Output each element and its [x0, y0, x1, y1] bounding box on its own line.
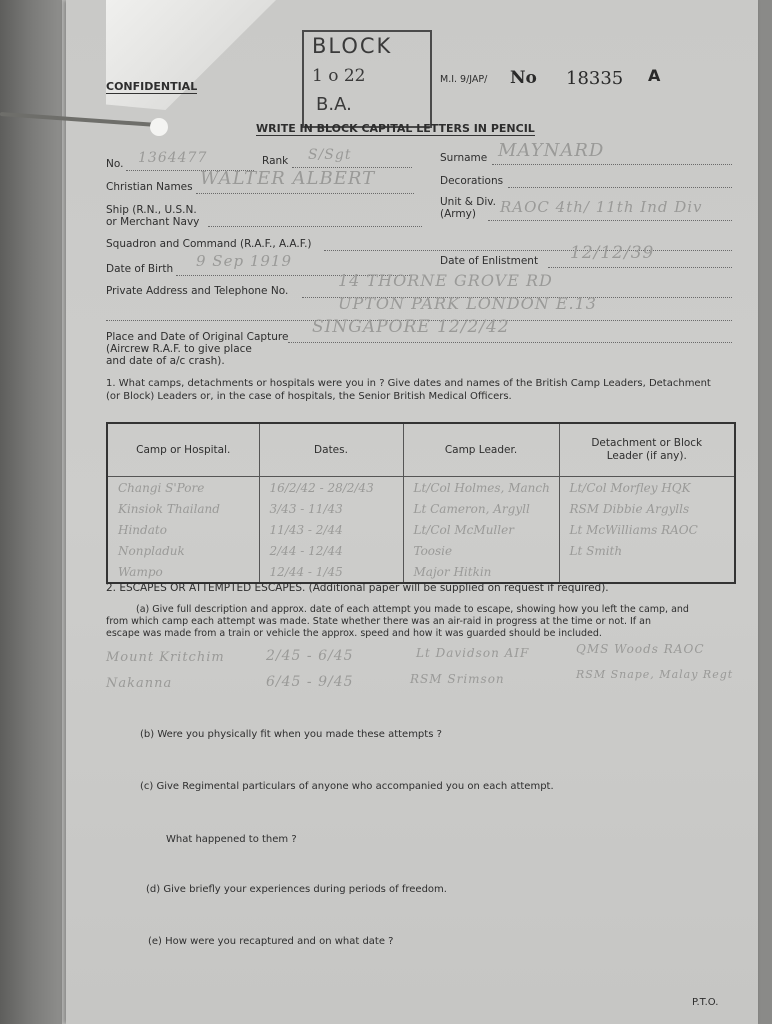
table-cell: Lt Smith	[559, 540, 735, 561]
camps-table-body	[107, 477, 735, 584]
table-row	[107, 519, 735, 540]
q2e-text: (e) How were you recaptured and on what date ?	[148, 936, 394, 947]
table-cell: Kinsiok Thailand	[107, 498, 259, 519]
address-value-1: 14 THORNE GROVE RD	[338, 271, 553, 290]
number-label: No	[510, 68, 537, 88]
document-page	[66, 0, 758, 1024]
rank-label: Rank	[262, 155, 289, 167]
table-cell: Lt Cameron, Argyll	[403, 498, 559, 519]
table-cell: Wampo	[107, 561, 259, 583]
table-row	[107, 498, 735, 519]
enlistment-value: 12/12/39	[570, 243, 655, 263]
q2-title: 2. ESCAPES OR ATTEMPTED ESCAPES. (Additional paper will be supplied on request if required).	[106, 582, 609, 594]
camps-table	[106, 422, 736, 584]
table-cell: Lt/Col McMuller	[403, 519, 559, 540]
ship-label-1: Ship (R.N., U.S.N.	[106, 204, 197, 216]
q1-text-line-1: 1. What camps, detachments or hospitals were you in ? Give dates and names of the British Camp Leaders, Detachment	[106, 378, 711, 389]
escape-entry-leader-1: Lt Davidson AIF	[416, 646, 530, 660]
unit-line	[488, 220, 732, 221]
decorations-label: Decorations	[440, 175, 504, 187]
ship-label-2: or Merchant Navy	[106, 216, 200, 228]
unit-value: RAOC 4th/ 11th Ind Div	[500, 198, 703, 216]
q2c-text: (c) Give Regimental particulars of anyone who accompanied you on each attempt.	[140, 781, 554, 792]
table-cell: Hindato	[107, 519, 259, 540]
table-header: Dates.	[259, 423, 403, 477]
enlistment-label: Date of Enlistment	[440, 255, 539, 267]
unit-label-2: (Army)	[440, 208, 476, 220]
q2c-sub-text: What happened to them ?	[166, 834, 297, 845]
surname-value: MAYNARD	[498, 140, 605, 161]
decorations-line	[508, 187, 732, 188]
q1-text-line-2: (or Block) Leaders or, in the case of hospitals, the Senior British Medical Officers.	[106, 391, 512, 402]
table-cell: Nonpladuk	[107, 540, 259, 561]
no-value: 1364477	[138, 150, 208, 166]
address-label: Private Address and Telephone No.	[106, 285, 289, 297]
q2a-line-3: escape was made from a train or vehicle the approx. speed and how it was guarded should be included.	[106, 628, 602, 639]
christian-names-label: Christian Names	[106, 181, 193, 193]
stamp-line-1: BLOCK	[312, 34, 393, 58]
block-stamp	[302, 30, 432, 128]
table-row	[107, 540, 735, 561]
christian-names-line	[196, 193, 414, 194]
mi-reference: M.I. 9/JAP/	[440, 74, 488, 85]
table-header: Camp or Hospital.	[107, 423, 259, 477]
escape-entry-place-1: Mount Kritchim	[106, 650, 225, 665]
escape-entry-leader-2: RSM Srimson	[410, 672, 505, 686]
document-number: 18335	[566, 68, 624, 89]
stamp-line-2: 1 o 22	[312, 66, 366, 86]
table-cell: Lt/Col Morfley HQK	[559, 477, 735, 499]
rank-value: S/Sgt	[308, 147, 352, 163]
q2a-line-2: from which camp each attempt was made. State whether there was an air-raid in progress at the time or not. If an	[106, 616, 652, 627]
pto-label: P.T.O.	[692, 997, 719, 1008]
christian-names-value: WALTER ALBERT	[200, 168, 376, 189]
capture-value: SINGAPORE 12/2/42	[312, 317, 510, 337]
capture-label-2: (Aircrew R.A.F. to give place	[106, 343, 252, 355]
address-value-2: UPTON PARK LONDON E.13	[338, 294, 597, 313]
dob-label: Date of Birth	[106, 263, 174, 275]
escape-entry-date-1: 2/45 - 6/45	[266, 648, 354, 664]
table-cell: 2/44 - 12/44	[259, 540, 403, 561]
squadron-label: Squadron and Command (R.A.F., A.A.F.)	[106, 238, 312, 250]
escape-entry-detachment-1: QMS Woods RAOC	[576, 642, 705, 656]
capture-line	[288, 342, 732, 343]
table-header: Detachment or Block Leader (if any).	[559, 423, 735, 477]
stamp-line-3: B.A.	[316, 94, 352, 115]
instruction-heading: WRITE IN BLOCK CAPITAL LETTERS IN PENCIL	[256, 122, 535, 135]
table-cell: Toosie	[403, 540, 559, 561]
enlistment-line	[548, 267, 732, 268]
surname-label: Surname	[440, 152, 488, 164]
table-row	[107, 561, 735, 583]
table-cell: Lt/Col Holmes, Manch	[403, 477, 559, 499]
capture-label-3: and date of a/c crash).	[106, 355, 225, 367]
table-row	[107, 477, 735, 499]
table-cell: 11/43 - 2/44	[259, 519, 403, 540]
dob-value: 9 Sep 1919	[196, 252, 293, 270]
escape-entry-place-2: Nakanna	[106, 676, 173, 691]
document-suffix: A	[648, 66, 661, 85]
table-cell: Lt McWilliams RAOC	[559, 519, 735, 540]
ship-line	[208, 226, 422, 227]
confidential-label: CONFIDENTIAL	[106, 80, 198, 93]
table-cell: 12/44 - 1/45	[259, 561, 403, 583]
table-cell	[559, 561, 735, 583]
table-cell: Changi S'Pore	[107, 477, 259, 499]
unit-label-1: Unit & Div.	[440, 196, 496, 208]
q2b-text: (b) Were you physically fit when you made these attempts ?	[140, 729, 442, 740]
escape-entry-date-2: 6/45 - 9/45	[266, 674, 354, 690]
table-cell: 3/43 - 11/43	[259, 498, 403, 519]
capture-label-1: Place and Date of Original Capture	[106, 331, 289, 343]
punch-hole	[150, 118, 168, 136]
surname-line	[492, 164, 732, 165]
squadron-line	[324, 250, 732, 251]
escape-entry-detachment-2: RSM Snape, Malay Regt	[576, 668, 734, 681]
table-cell: Major Hitkin	[403, 561, 559, 583]
table-cell: RSM Dibbie Argylls	[559, 498, 735, 519]
table-cell: 16/2/42 - 28/2/43	[259, 477, 403, 499]
q2a-line-1: (a) Give full description and approx. date of each attempt you made to escape, showing how you left the camp, and	[136, 604, 689, 615]
q2d-text: (d) Give briefly your experiences during periods of freedom.	[146, 884, 447, 895]
table-header: Camp Leader.	[403, 423, 559, 477]
no-label: No.	[106, 158, 124, 170]
